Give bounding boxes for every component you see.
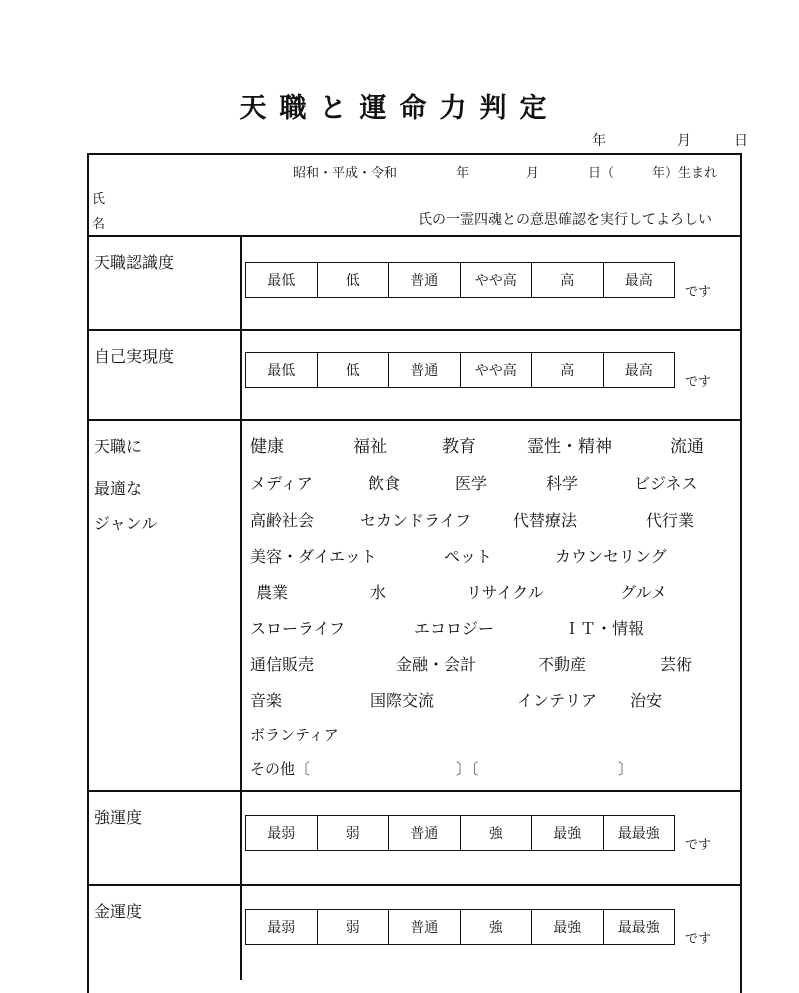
genre-option[interactable]: 代替療法 — [513, 511, 578, 530]
separator-line — [87, 790, 742, 792]
genre-option[interactable]: 農業 — [256, 583, 289, 602]
scale-option[interactable]: 普通 — [389, 263, 461, 297]
scale-option[interactable]: 普通 — [389, 353, 461, 387]
genre-option[interactable]: 飲食 — [368, 474, 401, 493]
awareness-label: 天職認識度 — [94, 253, 175, 272]
scale-option[interactable]: 最強 — [532, 816, 604, 850]
strong-luck-scale — [245, 815, 675, 851]
scale-option[interactable]: 最強 — [532, 910, 604, 944]
self-realization-suffix: です — [685, 375, 712, 390]
scale-option[interactable]: 最高 — [624, 273, 653, 289]
birth-month-label: 月 — [526, 166, 540, 181]
genre-option[interactable]: 音楽 — [250, 691, 283, 710]
scale-option[interactable]: 最高 — [624, 363, 653, 379]
scale-option[interactable]: 高 — [532, 353, 604, 387]
genre-option[interactable]: スローライフ — [250, 619, 346, 638]
scale-option[interactable]: 最低 — [246, 263, 318, 297]
genre-option[interactable]: ボランティア — [250, 726, 339, 744]
birth-year-label: 年 — [456, 166, 470, 181]
separator-line — [87, 419, 742, 421]
name-label-2: 名 — [92, 217, 106, 232]
genre-option[interactable]: 治安 — [630, 691, 663, 710]
genre-row — [250, 508, 726, 538]
genre-option[interactable]: ＩＴ・情報 — [564, 619, 645, 638]
genre-row — [250, 544, 726, 574]
genre-option[interactable]: グルメ — [620, 583, 668, 602]
genre-option[interactable]: 不動産 — [538, 655, 587, 674]
genre-label-line-3: ジャンル — [94, 514, 158, 533]
genre-option[interactable]: 福祉 — [353, 437, 387, 457]
scale-option[interactable]: 弱 — [318, 816, 390, 850]
scale-option[interactable]: 普通 — [389, 816, 461, 850]
genre-option[interactable]: メディア — [250, 474, 313, 493]
era-label: 昭和・平成・令和 — [293, 166, 398, 181]
birth-age-label: 年）生まれ — [652, 166, 718, 181]
self-realization-label: 自己実現度 — [94, 347, 175, 366]
awareness-suffix: です — [685, 285, 712, 300]
genre-row — [250, 758, 726, 788]
strong-luck-label: 強運度 — [94, 808, 143, 827]
genre-row — [250, 688, 726, 718]
scale-option[interactable]: やや高 — [461, 263, 533, 297]
genre-option[interactable]: 健康 — [250, 437, 284, 457]
genre-row — [250, 724, 726, 754]
scale-option[interactable]: 最最強 — [617, 920, 660, 936]
genre-option[interactable]: 通信販売 — [250, 655, 315, 674]
scale-option[interactable]: 低 — [318, 263, 390, 297]
genre-option[interactable]: カウンセリング — [555, 547, 667, 566]
strong-luck-suffix: です — [685, 838, 712, 853]
genre-option[interactable]: 流通 — [670, 437, 704, 457]
genre-other-open: その他〔 — [250, 760, 311, 778]
money-luck-scale — [245, 909, 675, 945]
genre-option[interactable]: 金融・会計 — [396, 655, 477, 674]
genre-option[interactable]: 医学 — [455, 474, 488, 493]
scale-option[interactable]: 高 — [532, 263, 604, 297]
genre-option[interactable]: ビジネス — [634, 474, 698, 493]
birth-day-label: 日（ — [588, 166, 615, 181]
scale-option[interactable]: 弱 — [318, 910, 390, 944]
genre-option[interactable]: 芸術 — [660, 655, 693, 674]
genre-option[interactable]: 教育 — [442, 437, 476, 457]
genre-option[interactable]: 高齢社会 — [250, 511, 315, 530]
genre-row — [250, 580, 726, 610]
genre-other-middle: 〕〔 — [456, 760, 479, 778]
date-day-label: 日 — [734, 133, 748, 149]
money-luck-suffix: です — [685, 932, 712, 947]
consent-text: 氏の一霊四魂との意思確認を実行してよろしい — [418, 212, 712, 228]
genre-option[interactable]: 美容・ダイエット — [250, 547, 377, 566]
money-luck-label: 金運度 — [94, 902, 143, 921]
genre-row — [250, 616, 726, 646]
genre-option[interactable]: インテリア — [517, 691, 598, 710]
awareness-scale — [245, 262, 675, 298]
scale-option[interactable]: 強 — [461, 910, 533, 944]
genre-option[interactable]: 水 — [370, 583, 387, 602]
scale-option[interactable]: やや高 — [461, 353, 533, 387]
name-label-1: 氏 — [92, 192, 106, 207]
scale-option[interactable]: 普通 — [389, 910, 461, 944]
separator-line — [87, 235, 742, 237]
scale-option[interactable]: 最弱 — [246, 910, 318, 944]
scale-option[interactable]: 最弱 — [246, 816, 318, 850]
genre-option[interactable]: 代行業 — [646, 511, 695, 530]
page-title: 天職と運命力判定 — [239, 93, 560, 124]
scale-option[interactable]: 低 — [318, 353, 390, 387]
genre-option[interactable]: 霊性・精神 — [527, 437, 612, 457]
scale-option[interactable]: 最低 — [246, 353, 318, 387]
separator-line — [87, 329, 742, 331]
genre-label-line-2: 最適な — [94, 479, 143, 498]
genre-option[interactable]: リサイクル — [466, 583, 544, 602]
date-year-label: 年 — [592, 133, 606, 149]
scale-option[interactable]: 強 — [461, 816, 533, 850]
scale-option[interactable]: 最最強 — [617, 826, 660, 842]
genre-row — [250, 652, 726, 682]
genre-option[interactable]: 国際交流 — [370, 691, 435, 710]
date-month-label: 月 — [677, 133, 691, 149]
self-realization-scale — [245, 352, 675, 388]
genre-option[interactable]: セカンドライフ — [360, 511, 472, 530]
genre-other-close: 〕 — [618, 760, 634, 778]
genre-row — [250, 432, 726, 462]
genre-option[interactable]: エコロジー — [414, 619, 495, 638]
genre-option[interactable]: ペット — [444, 547, 493, 566]
genre-option[interactable]: 科学 — [546, 474, 579, 493]
genre-label-line-1: 天職に — [94, 437, 143, 456]
separator-line — [87, 884, 742, 886]
column-divider — [240, 235, 242, 980]
genre-row — [250, 471, 726, 501]
